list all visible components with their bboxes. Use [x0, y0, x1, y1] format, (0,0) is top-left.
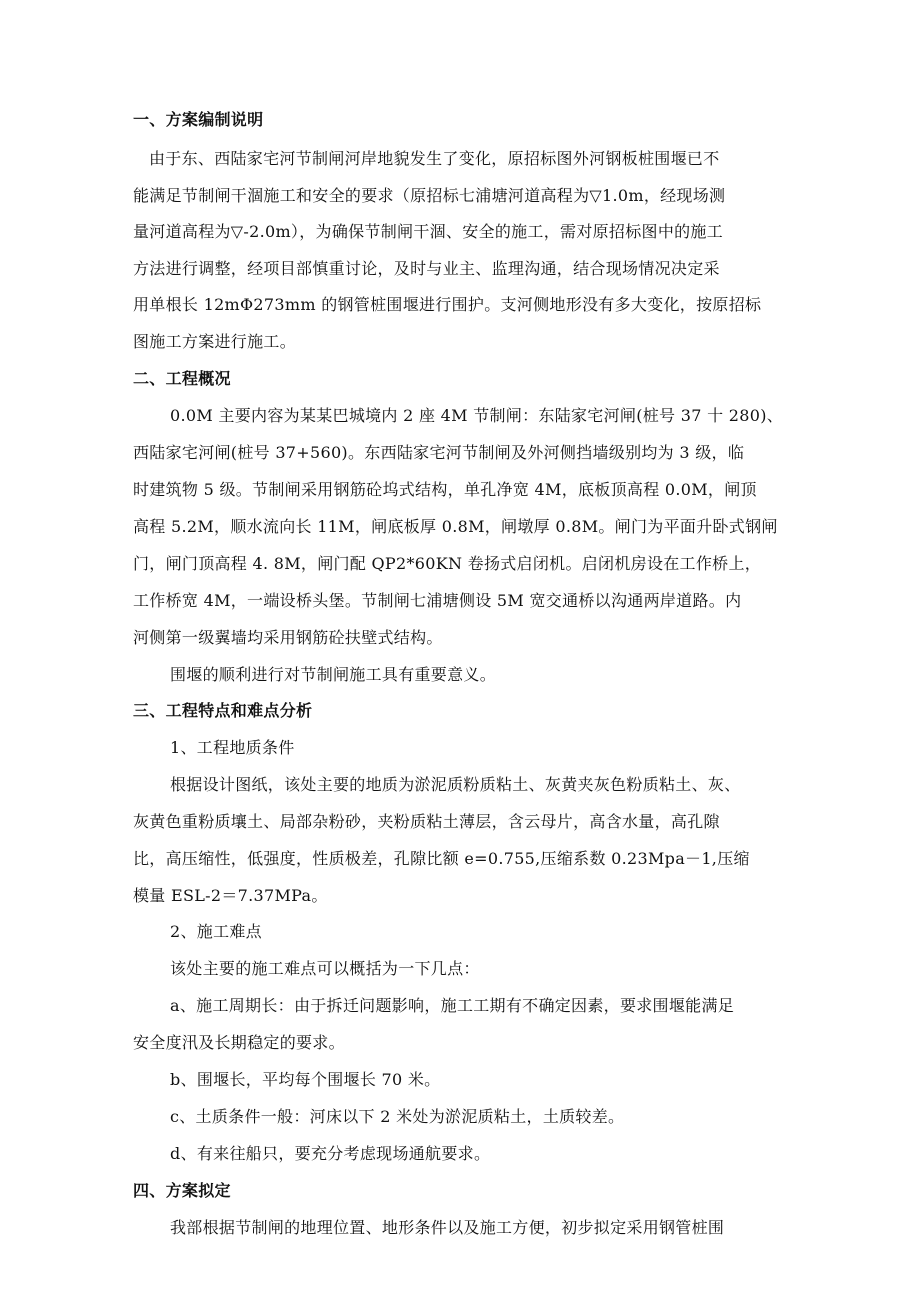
list-item-a-cont: 安全度汛及长期稳定的要求。 [133, 1033, 345, 1052]
paragraph-line: 时建筑物 5 级。节制闸采用钢筋砼坞式结构，单孔净宽 4M，底板顶高程 0.0M，闸顶 [133, 480, 757, 499]
paragraph-line: 我部根据节制闸的地理位置、地形条件以及施工方便，初步拟定采用钢管桩围 [170, 1218, 725, 1237]
list-item-d: d、有来往船只，要充分考虑现场通航要求。 [170, 1144, 491, 1163]
section-heading-2: 二、工程概况 [133, 369, 231, 388]
paragraph-line: 根据设计图纸，该处主要的地质为淤泥质粉质粘土、灰黄夹灰色粉质粘土、灰、 [170, 775, 741, 794]
paragraph-line: 门，闸门顶高程 4. 8M，闸门配 QP2*60KN 卷扬式启闭机。启闭机房设在工作桥上， [133, 554, 762, 573]
section-heading-4: 四、方案拟定 [133, 1181, 231, 1200]
paragraph-line: 由于东、西陆家宅河节制闸河岸地貌发生了变化，原招标图外河钢板桩围堰已不 [149, 149, 720, 168]
subheading: 1、工程地质条件 [170, 738, 295, 757]
paragraph-line: 比，高压缩性，低强度，性质极差，孔隙比额 e=0.755,压缩系数 0.23Mpa－1,压缩 [133, 849, 750, 868]
paragraph-line: 模量 ESL-2＝7.37MPa。 [133, 886, 328, 905]
paragraph-line: 该处主要的施工难点可以概括为一下几点： [170, 959, 480, 978]
paragraph-line: 灰黄色重粉质壤土、局部杂粉砂，夹粉质粘土薄层，含云母片，高含水量，高孔隙 [133, 812, 720, 831]
paragraph-line: 西陆家宅河闸(桩号 37+560)。东西陆家宅河节制闸及外河侧挡墙级别均为 3 级，临 [133, 443, 745, 462]
paragraph-line: 0.0M 主要内容为某某巴城境内 2 座 4M 节制闸：东陆家宅河闸(桩号 37 十 280)、 [170, 406, 784, 425]
list-item-b: b、围堰长，平均每个围堰长 70 米。 [170, 1070, 441, 1089]
section-heading-1: 一、方案编制说明 [133, 110, 264, 129]
subheading: 2、施工难点 [170, 922, 262, 941]
list-item-c: c、土质条件一般：河床以下 2 米处为淤泥质粘土，土质较差。 [170, 1107, 625, 1126]
paragraph-line: 高程 5.2M，顺水流向长 11M，闸底板厚 0.8M，闸墩厚 0.8M。闸门为平面升卧式钢闸 [133, 517, 778, 536]
paragraph-line: 能满足节制闸干涸施工和安全的要求（原招标七浦塘河道高程为▽1.0m，经现场测 [133, 186, 726, 205]
paragraph-line: 用单根长 12mΦ273mm 的钢管桩围堰进行围护。支河侧地形没有多大变化，按原招标 [133, 295, 762, 314]
paragraph-line: 方法进行调整，经项目部慎重讨论，及时与业主、监理沟通，结合现场情况决定采 [133, 259, 720, 278]
list-item-a: a、施工周期长：由于拆迁问题影响，施工工期有不确定因素，要求围堰能满足 [170, 996, 735, 1015]
paragraph-line: 河侧第一级翼墙均采用钢筋砼扶壁式结构。 [133, 628, 443, 647]
paragraph-line: 工作桥宽 4M，一端设桥头堡。节制闸七浦塘侧设 5M 宽交通桥以沟通两岸道路。内 [133, 591, 742, 610]
section-heading-3: 三、工程特点和难点分析 [133, 701, 313, 720]
paragraph-line: 量河道高程为▽-2.0m），为确保节制闸干涸、安全的施工，需对原招标图中的施工 [133, 222, 724, 241]
paragraph-line: 围堰的顺利进行对节制闸施工具有重要意义。 [170, 665, 497, 684]
paragraph-line: 图施工方案进行施工。 [133, 332, 297, 351]
